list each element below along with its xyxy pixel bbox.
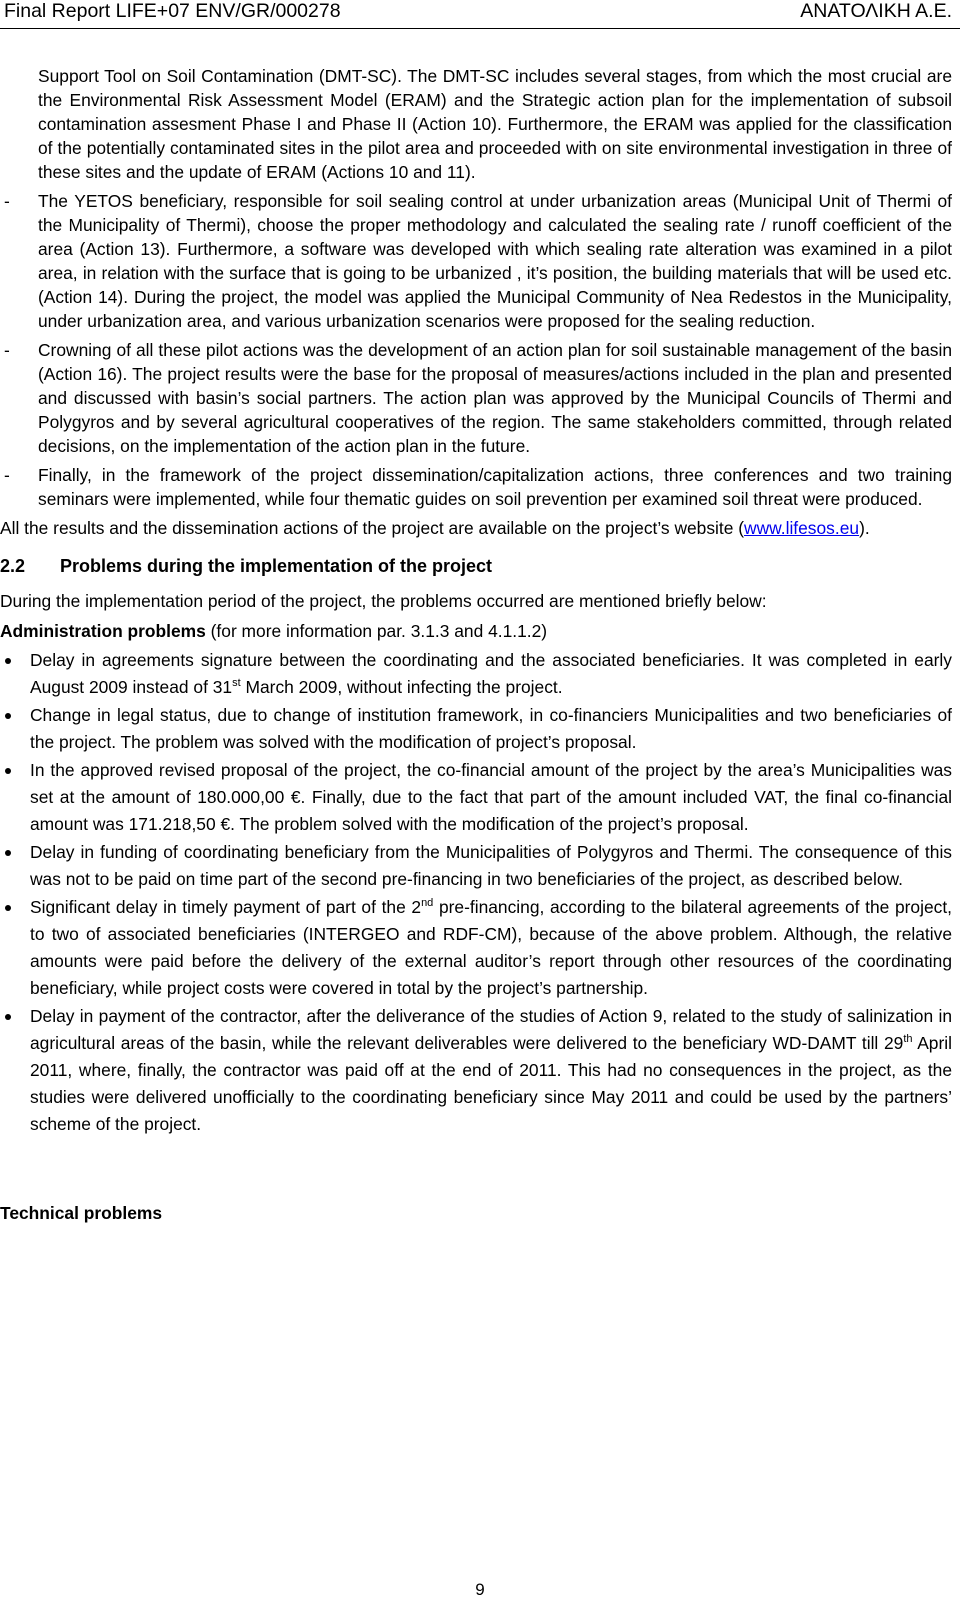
ordinal-suffix: nd bbox=[421, 897, 434, 910]
bullet-icon bbox=[5, 768, 11, 774]
list-item-text: pre-financing, according to the bilateral agreements of the project, to two of associated beneficiaries (INTERGEO and RDF-CM), because of the above problem. Although, the relative amounts were paid before the delivery of the external auditor’s report through other resources of the coordinating beneficiary, while project costs were covered in total by the project’s partnership. bbox=[30, 897, 952, 998]
list-item bbox=[0, 647, 952, 701]
header-rule bbox=[0, 28, 960, 29]
admin-problems-list bbox=[0, 647, 952, 1138]
list-item-text: Significant delay in timely payment of part of the 2 bbox=[30, 897, 422, 917]
list-item-text: Change in legal status, due to change of institution framework, in co-financiers Municipalities and two beneficiaries of the project. The problem was solved with the modification of project’s proposal. bbox=[30, 705, 952, 752]
problems-intro: During the implementation period of the project, the problems occurred are mentioned briefly below: bbox=[0, 591, 767, 611]
page-number: 9 bbox=[475, 1580, 485, 1599]
list-item bbox=[0, 839, 952, 893]
list-item bbox=[0, 1003, 952, 1138]
list-item-text: Delay in funding of coordinating beneficiary from the Municipalities of Polygyros and Thermi. The consequence of this was not to be paid on time part of the second pre-financing in two beneficiaries of the project, as described below. bbox=[30, 842, 952, 889]
section-number: 2.2 bbox=[0, 556, 26, 576]
dash-item-text: The YETOS beneficiary, responsible for soil sealing control at under urbanization areas (Municipal Unit of Thermi of the Municipality of Thermi), choose the proper methodology and calculated the sealing rate / runoff coefficient of the area (Action 13). Furthermore, a software was developed with which sealing rate alteration was examined in a pilot area, in relation with the surface that is going to be urbanized , it’s position, the building materials that will be used etc. (Action 14). During the project, the model was applied the Municipal Community of Nea Redestos in the Municipality, under urbanization area, and various urbanization scenarios were proposed for the sealing reduction. bbox=[38, 191, 952, 331]
dash-item-action-plan bbox=[0, 338, 952, 458]
results-paragraph bbox=[0, 516, 952, 540]
header-organization: ΑΝΑΤΟΛΙΚΗ Α.Ε. bbox=[800, 0, 952, 22]
technical-problems-heading: Technical problems bbox=[0, 1203, 163, 1223]
list-item-text: March 2009, without infecting the project. bbox=[240, 677, 563, 697]
header-report-title: Final Report LIFE+07 ENV/GR/000278 bbox=[4, 0, 341, 22]
bullet-icon bbox=[5, 1014, 11, 1020]
dash-marker: - bbox=[4, 465, 10, 485]
ordinal-suffix: th bbox=[903, 1033, 913, 1046]
section-heading bbox=[0, 554, 952, 578]
bullet-icon bbox=[5, 713, 11, 719]
list-item-text: April 2011, where, finally, the contractor was paid off at the end of 2011. This had no consequences in the project, as the studies were delivered unofficially to the coordinating beneficiary since May 2011 and could be used by the partners’ scheme of the project. bbox=[30, 1033, 952, 1134]
admin-problems-line bbox=[0, 619, 952, 643]
dash-marker: - bbox=[4, 340, 10, 360]
bullet-icon bbox=[5, 905, 11, 911]
project-website-link[interactable]: www.lifesos.eu bbox=[744, 518, 860, 538]
dash-item-text: Finally, in the framework of the project dissemination/capitalization actions, three conferences and two training seminars were implemented, while four thematic guides on soil prevention per examined soil threat were produced. bbox=[38, 465, 952, 509]
list-item bbox=[0, 702, 952, 756]
dash-item-yetos bbox=[0, 189, 952, 333]
admin-problems-note: (for more information par. 3.1.3 and 4.1.1.2) bbox=[205, 621, 548, 641]
results-text-before: All the results and the dissemination actions of the project are available on the project’s website ( bbox=[0, 518, 745, 538]
dash-marker: - bbox=[4, 191, 10, 211]
page-header bbox=[0, 0, 960, 36]
admin-problems-label: Administration problems bbox=[0, 621, 206, 641]
dash-item-text: Crowning of all these pilot actions was the development of an action plan for soil sustainable management of the basin (Action 16). The project results were the base for the proposal of measures/actions included in the plan and presented and discussed with basin’s social partners. The action plan was approved by the Municipal Councils of Thermi and Polygyros and by several agricultural cooperatives of the region. The same stakeholders committed, through related decisions, on the implementation of the action plan in the future. bbox=[38, 340, 952, 456]
list-item-text: Delay in agreements signature between the coordinating and the associated beneficiaries. It was completed in early August 2009 instead of 31 bbox=[30, 650, 952, 697]
list-item-text: Delay in payment of the contractor, after the deliverance of the studies of Action 9, related to the study of salinization in agricultural areas of the basin, while the relevant deliverables were delivered to the beneficiary WD-DAMT till 29 bbox=[30, 1006, 952, 1053]
section-title: Problems during the implementation of the project bbox=[60, 556, 493, 576]
list-item-text: In the approved revised proposal of the project, the co-financial amount of the project by the area’s Municipalities was set at the amount of 180.000,00 €. Finally, due to the fact that part of the amount included VAT, the final co-financial amount was 171.218,50 €. The problem solved with the modification of the project’s proposal. bbox=[30, 760, 952, 834]
list-item bbox=[0, 757, 952, 838]
document-body bbox=[0, 64, 952, 1225]
dash-item-dissemination bbox=[0, 463, 952, 511]
list-item bbox=[0, 894, 952, 1002]
results-text-after: ). bbox=[859, 518, 870, 538]
ordinal-suffix: st bbox=[232, 677, 241, 690]
continuation-paragraph: Support Tool on Soil Contamination (DMT-SC). The DMT-SC includes several stages, from which the most crucial are the Environmental Risk Assessment Model (ERAM) and the Strategic action plan for the implementation of subsoil contamination assesment Phase I and Phase II (Action 10). Furthermore, the ERAM was applied for the classification of the potentially contaminated sites in the pilot area and proceeded with on site environmental investigation in three of these sites and the update of ERAM (Actions 10 and 11). bbox=[38, 66, 952, 182]
bullet-icon bbox=[5, 658, 11, 664]
bullet-icon bbox=[5, 850, 11, 856]
